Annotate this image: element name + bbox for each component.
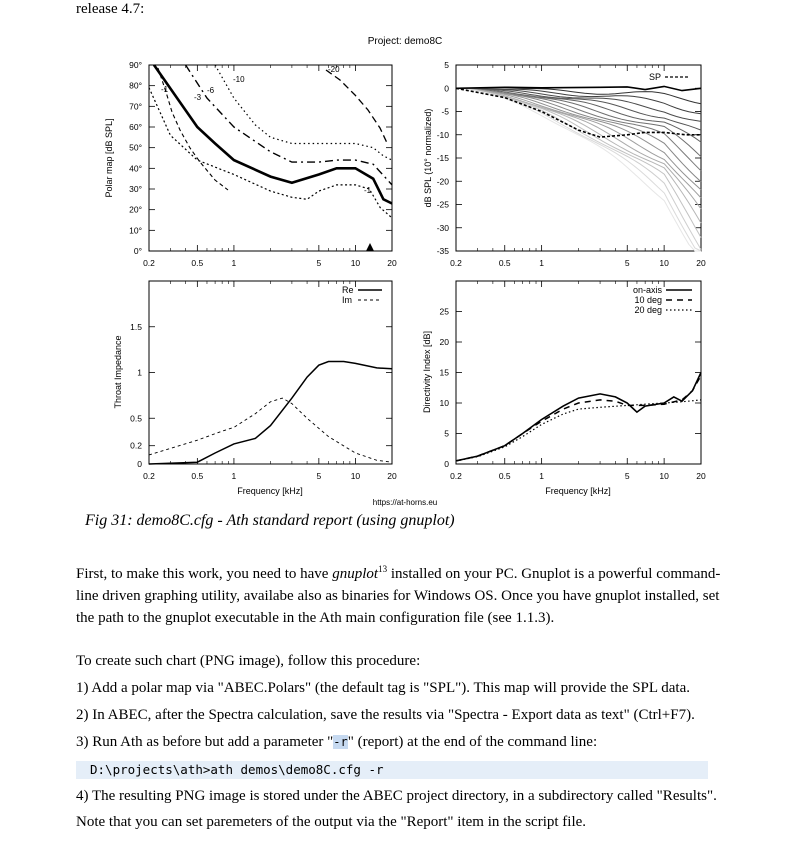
directivity-index-frame bbox=[456, 281, 701, 464]
contour-line-dashdot bbox=[186, 65, 392, 185]
contour-label: -6 bbox=[207, 86, 215, 95]
x-tick-label: 10 bbox=[350, 471, 361, 481]
y-tick-label: 0.2 bbox=[130, 440, 142, 451]
x-tick-label: 20 bbox=[387, 258, 397, 268]
x-tick-label: 5 bbox=[624, 471, 630, 481]
gnuplot-term: gnuplot bbox=[332, 566, 379, 582]
x-tick-label: 0.2 bbox=[450, 258, 462, 268]
y-tick-label: 0 bbox=[444, 459, 449, 469]
throat-impedance-frame bbox=[149, 281, 392, 464]
x-tick-label: 0.2 bbox=[450, 471, 462, 481]
x-tick-label: 5 bbox=[316, 258, 322, 268]
y-tick-label: 20 bbox=[439, 337, 449, 347]
y-tick-label: -10 bbox=[436, 129, 449, 140]
x-tick-label: 1 bbox=[231, 471, 237, 481]
x-tick-label: 20 bbox=[696, 471, 706, 481]
y-tick-label: 5 bbox=[444, 428, 449, 439]
x-tick-label: 10 bbox=[659, 471, 669, 481]
normalized-curve bbox=[456, 88, 701, 237]
contour-line-upper bbox=[326, 70, 388, 145]
step-3-a: 3) Run Ath as before but add a parameter " bbox=[76, 734, 334, 750]
y-tick-label: -25 bbox=[436, 199, 449, 210]
throat-impedance-ylabel: Throat Impedance bbox=[113, 335, 123, 409]
x-tick-label: 0.2 bbox=[143, 471, 155, 481]
polar-map-frame bbox=[149, 65, 392, 251]
x-tick-label: 20 bbox=[387, 471, 397, 481]
xlabel-left: Frequency [kHz] bbox=[237, 486, 303, 496]
normalized-curve bbox=[456, 88, 701, 223]
y-tick-label: 5 bbox=[444, 60, 449, 70]
y-tick-label: 1 bbox=[137, 367, 142, 378]
paragraph-gnuplot bbox=[76, 558, 726, 629]
contour-label: -20 bbox=[328, 65, 340, 74]
y-tick-label: 20° bbox=[129, 204, 142, 215]
normalized-spl-chart bbox=[423, 60, 706, 268]
normalized-curve bbox=[456, 88, 701, 251]
y-tick-label: -35 bbox=[436, 246, 449, 256]
note: Note that you can set paremeters of the output via the "Report" item in the script file. bbox=[76, 814, 587, 830]
y-tick-label: 40° bbox=[129, 163, 142, 174]
marker-triangle bbox=[366, 243, 374, 251]
y-tick-label: -30 bbox=[436, 222, 449, 233]
section-heading: release 4.7: bbox=[76, 1, 145, 17]
paragraph-procedure-intro: To create such chart (PNG image), follow this procedure: bbox=[76, 653, 421, 669]
contour-label: -10 bbox=[233, 75, 245, 84]
normalized-spl-ylabel: dB SPL (10° normalized) bbox=[423, 108, 433, 208]
y-tick-label: 0° bbox=[133, 246, 142, 256]
normalized-curve bbox=[456, 88, 701, 251]
step-3 bbox=[76, 731, 776, 753]
figure-url: https://at-horns.eu bbox=[372, 498, 438, 507]
directivity-index-chart bbox=[422, 281, 706, 496]
legend-label-sp: SP bbox=[649, 72, 662, 82]
y-tick-label: 0.5 bbox=[130, 413, 142, 424]
legend-label-10-deg: 10 deg bbox=[634, 295, 662, 305]
step-3-b: " (report) at the end of the command line: bbox=[347, 734, 598, 750]
legend-label-re: Re bbox=[342, 285, 354, 295]
y-tick-label: 0 bbox=[444, 83, 449, 94]
y-tick-label: 60° bbox=[129, 122, 142, 132]
y-tick-label: 0 bbox=[137, 459, 142, 469]
x-tick-label: 0.5 bbox=[498, 258, 511, 268]
y-tick-label: 50° bbox=[129, 142, 142, 153]
polar-map-chart bbox=[104, 60, 397, 268]
x-tick-label: 1 bbox=[231, 258, 237, 268]
x-tick-label: 10 bbox=[659, 258, 669, 268]
y-tick-label: -20 bbox=[436, 176, 449, 187]
figure-caption: Fig 31: demo8C.cfg - Ath standard report (using gnuplot) bbox=[85, 512, 455, 529]
x-tick-label: 0.5 bbox=[191, 258, 204, 268]
contour-label: -1 bbox=[364, 186, 372, 195]
contour-line-bold bbox=[154, 65, 392, 204]
step-1: 1) Add a polar map via "ABEC.Polars" (the default tag is "SPL"). This map will provide the SPL data. bbox=[76, 680, 690, 696]
x-tick-label: 0.2 bbox=[143, 258, 155, 268]
y-tick-label: 10° bbox=[129, 225, 142, 236]
directivity-index-ylabel: Directivity Index [dB] bbox=[422, 330, 432, 414]
footnote-ref[interactable]: 13 bbox=[378, 564, 388, 574]
x-tick-label: 5 bbox=[624, 258, 630, 268]
di-20-deg-curve bbox=[456, 400, 701, 461]
y-tick-label: -5 bbox=[441, 106, 449, 117]
y-tick-label: 70° bbox=[129, 101, 142, 112]
y-tick-label: 1.5 bbox=[130, 321, 142, 332]
contour-label: -3 bbox=[194, 93, 202, 102]
y-tick-label: -15 bbox=[436, 153, 449, 163]
y-tick-label: 25 bbox=[439, 306, 449, 317]
y-tick-label: 30° bbox=[129, 184, 142, 194]
x-tick-label: 10 bbox=[350, 258, 361, 268]
contour-line bbox=[149, 88, 392, 218]
legend-label-20-deg: 20 deg bbox=[634, 305, 662, 315]
step-3-parameter: -r bbox=[333, 735, 348, 749]
legend-label-im: Im bbox=[342, 295, 352, 305]
figure-title: Project: demo8C bbox=[367, 36, 443, 47]
x-tick-label: 0.5 bbox=[191, 471, 204, 481]
x-tick-label: 1 bbox=[539, 471, 544, 481]
xlabel-right: Frequency [kHz] bbox=[545, 486, 611, 496]
polar-map-ylabel: Polar map [dB SPL] bbox=[104, 118, 114, 198]
impedance-re-curve bbox=[149, 362, 392, 465]
legend-label-on-axis: on-axis bbox=[632, 285, 662, 295]
throat-impedance-chart bbox=[113, 281, 397, 496]
x-tick-label: 20 bbox=[696, 258, 706, 268]
y-tick-label: 10 bbox=[439, 398, 449, 408]
step-2: 2) In ABEC, after the Spectra calculation, save the results via "Spectra - Export data as text" (Ctrl+F7). bbox=[76, 707, 695, 723]
y-tick-label: 80° bbox=[129, 80, 142, 91]
normalized-curve bbox=[456, 88, 701, 209]
paragraph-gnuplot-a: First, to make this work, you need to have bbox=[76, 566, 333, 582]
contour-label: -1 bbox=[161, 85, 169, 94]
y-tick-label: 90° bbox=[129, 60, 142, 70]
impedance-im-curve bbox=[149, 398, 392, 462]
step-4: 4) The resulting PNG image is stored under the ABEC project directory, in a subdirectory called "Results". bbox=[76, 788, 717, 804]
x-tick-label: 1 bbox=[539, 258, 544, 268]
x-tick-label: 5 bbox=[316, 471, 322, 481]
code-line: D:\projects\ath>ath demos\demo8C.cfg -r bbox=[76, 761, 708, 779]
di-on-axis-curve bbox=[456, 373, 701, 461]
y-tick-label: 15 bbox=[439, 367, 449, 378]
di-10-deg-curve bbox=[456, 376, 701, 461]
paragraph-gnuplot-b: installed on your PC. Gnuplot is a powerful command-line driven graphing utility, availabe also as binaries for Windows OS. Once you have gnuplot installed, set the path to the gnuplot executable in the Ath main configuration file (see 1.1.3). bbox=[76, 566, 721, 626]
x-tick-label: 0.5 bbox=[498, 471, 511, 481]
